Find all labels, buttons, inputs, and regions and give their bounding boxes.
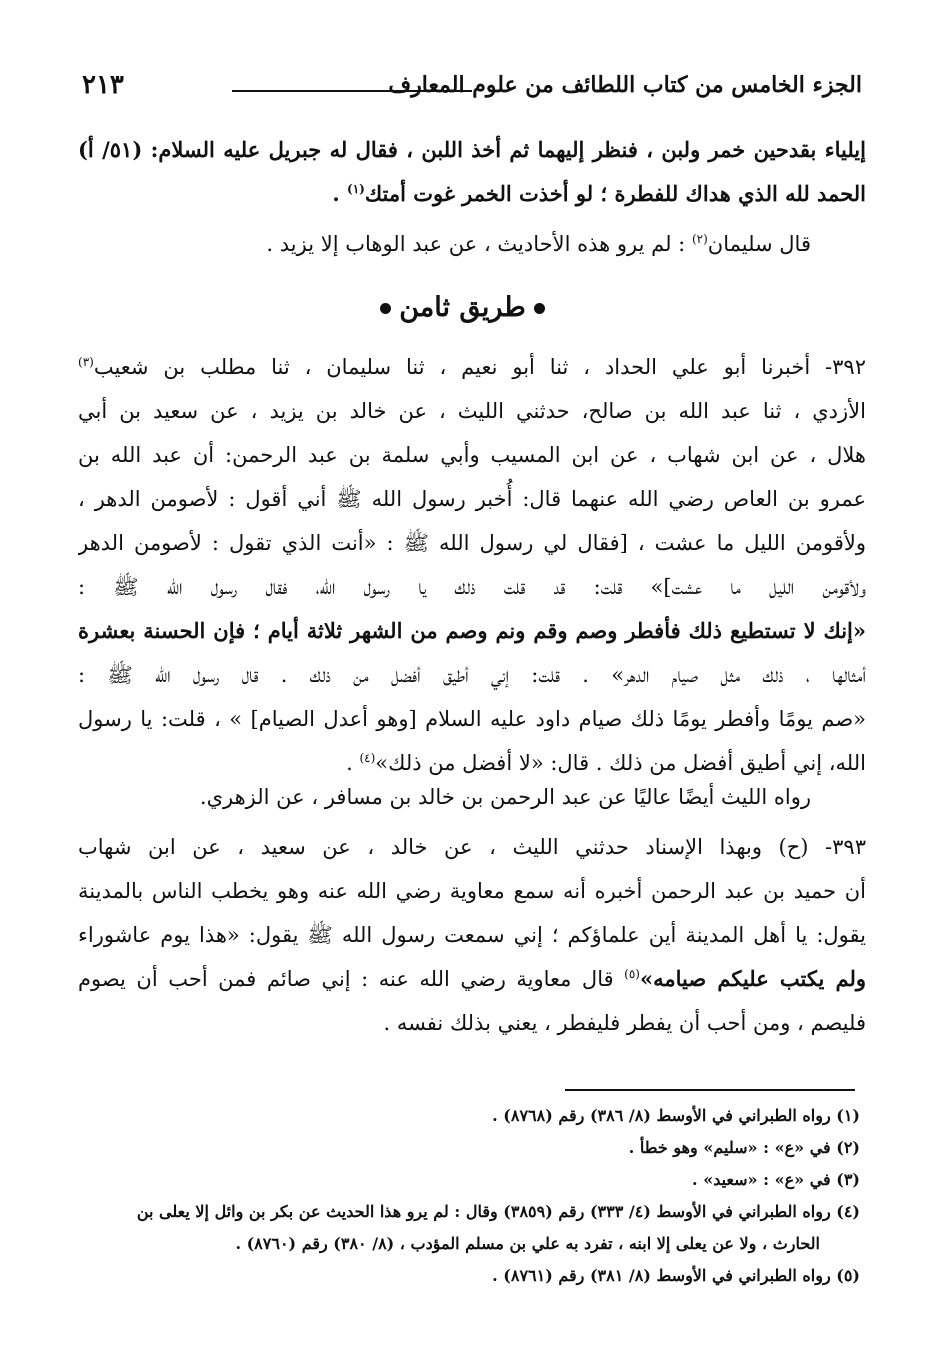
hadith-393 [78,825,866,1045]
footnote-ref: (١) [347,182,365,196]
text-line: ٣٩٣- (ح) وبهذا الإسناد حدثني الليث ، عن خالد ، عن سعيد ، عن ابن شهاب [78,835,866,859]
riwaya-note [78,775,866,819]
text-line: أن حميد بن عبد الرحمن أخبره أنه سمع معاوية رضي الله عنه وهو يخطب الناس بالمدينة [78,879,866,903]
text-line: ولأقومن الليل ما عشت ، [فقال لي رسول الله ﷺ : «أنت الذي تقول : لأصومن الدهر [78,531,866,555]
text-line: الأزدي ، ثنا عبد الله بن صالح، حدثني الليث ، عن خالد بن يزيد ، عن سعيد بن أبي [78,399,866,423]
footnote: (٣) في «ع» : «سعيد» . [692,1170,860,1189]
text-line: رواه الليث أيضًا عاليًا عن عبد الرحمن بن خالد بن مسافر ، عن الزهري. [199,785,811,809]
footnote-ref: (٥) [624,967,640,981]
footnote-ref: (٤) [359,751,376,765]
text-line: قال سليمان$^{(٢)}$ : لم يرو هذه الأحاديث ، عن عبد الوهاب إلا يزيد . [266,232,811,256]
footnote-divider [565,1089,855,1091]
page-number: ٢١٣ [82,70,124,100]
footnote-ref: (٣) [78,355,94,369]
header-rule [232,90,472,92]
text-line: الله، إني أطيق أفضل من ذلك . قال: «لا أفضل من ذلك»$^{(٤)}$ . [346,751,866,775]
footnote: (٥) رواه الطبراني في الأوسط (٨/ ٣٨١) رقم (٨٧٦١) . [492,1266,860,1285]
top-paragraph [78,128,866,216]
text-line: «إنك لا تستطيع ذلك فأفطر وصم وقم ونم وصم من الشهر ثلاثة أيام ؛ فإن الحسنة بعشرة [78,618,866,643]
footnotes [70,1100,860,1292]
section-heading: طريق ثامن [0,292,925,323]
footnote: (٤) رواه الطبراني في الأوسط (٤/ ٣٣٣) رقم (٣٨٥٩) وقال : لم يرو هذا الحديث عن بكر بن وائل إلا يعلى بن [136,1202,860,1221]
text-line: هلال ، عن ابن شهاب ، عن ابن المسيب وأبي سلمة بن عبد الرحمن: أن عبد الله بن [78,443,866,467]
text-line: إيلياء بقدحين خمر ولبن ، فنظر إليهما ثم أخذ اللبن ، فقال له جبريل عليه السلام: (٥١/ أ) [78,137,866,162]
header-title: الجزء الخامس من كتاب اللطائف من علوم المعارف [388,72,862,98]
text-line: عمرو بن العاص رضي الله عنهما قال: أُخبر رسول الله ﷺ أني أقول : لأصومن الدهر ، [78,487,866,511]
footnote-ref: (٢) [691,232,708,246]
bullet-icon [534,303,545,314]
text-line: ولأقومن الليل ما عشت]» قلت: قد قلت ذلك يا رسول الله، فقال رسول الله ﷺ : [78,575,866,599]
bullet-icon [380,303,391,314]
sulayman-note [78,222,866,266]
hadith-392 [78,345,866,785]
text-line: فليصم ، ومن أحب أن يفطر فليفطر ، يعني بذلك نفسه . [383,1011,866,1035]
text-line: ولم يكتب عليكم صيامه»$^{(٥)}$ قال معاوية رضي الله عنه : إني صائم فمن أحب أن يصوم [78,966,866,991]
text-line: يقول: يا أهل المدينة أين علماؤكم ؛ إني سمعت رسول الله ﷺ يقول: «هذا يوم عاشوراء [78,923,866,947]
text-line: «صم يومًا وأفطر يومًا ذلك صيام داود عليه السلام [وهو أعدل الصيام] » ، قلت: يا رسول [78,707,866,731]
footnote: (١) رواه الطبراني في الأوسط (٨/ ٣٨٦) رقم (٨٧٦٨) . [492,1106,860,1125]
running-header [82,70,862,110]
footnote-continuation: الحارث ، ولا عن يعلى إلا ابنه ، تفرد به علي بن مسلم المؤدب ، (٨/ ٣٨٠) رقم (٨٧٦٠) . [235,1234,820,1253]
text-line: ٣٩٢- أخبرنا أبو علي الحداد ، ثنا أبو نعيم ، ثنا سليمان ، ثنا مطلب بن شعيب$^{(٣)}$ [78,355,866,379]
text-line: الحمد لله الذي هداك للفطرة ؛ لو أخذت الخمر غوت أمتك$^{(١)}$ . [332,181,866,206]
footnote: (٢) في «ع» : «سليم» وهو خطأ . [628,1138,860,1157]
text-line: أمثالها ، ذلك مثل صيام الدهر» . قلت: إني أطيق أفضل من ذلك . قال رسول الله ﷺ : [78,663,866,687]
